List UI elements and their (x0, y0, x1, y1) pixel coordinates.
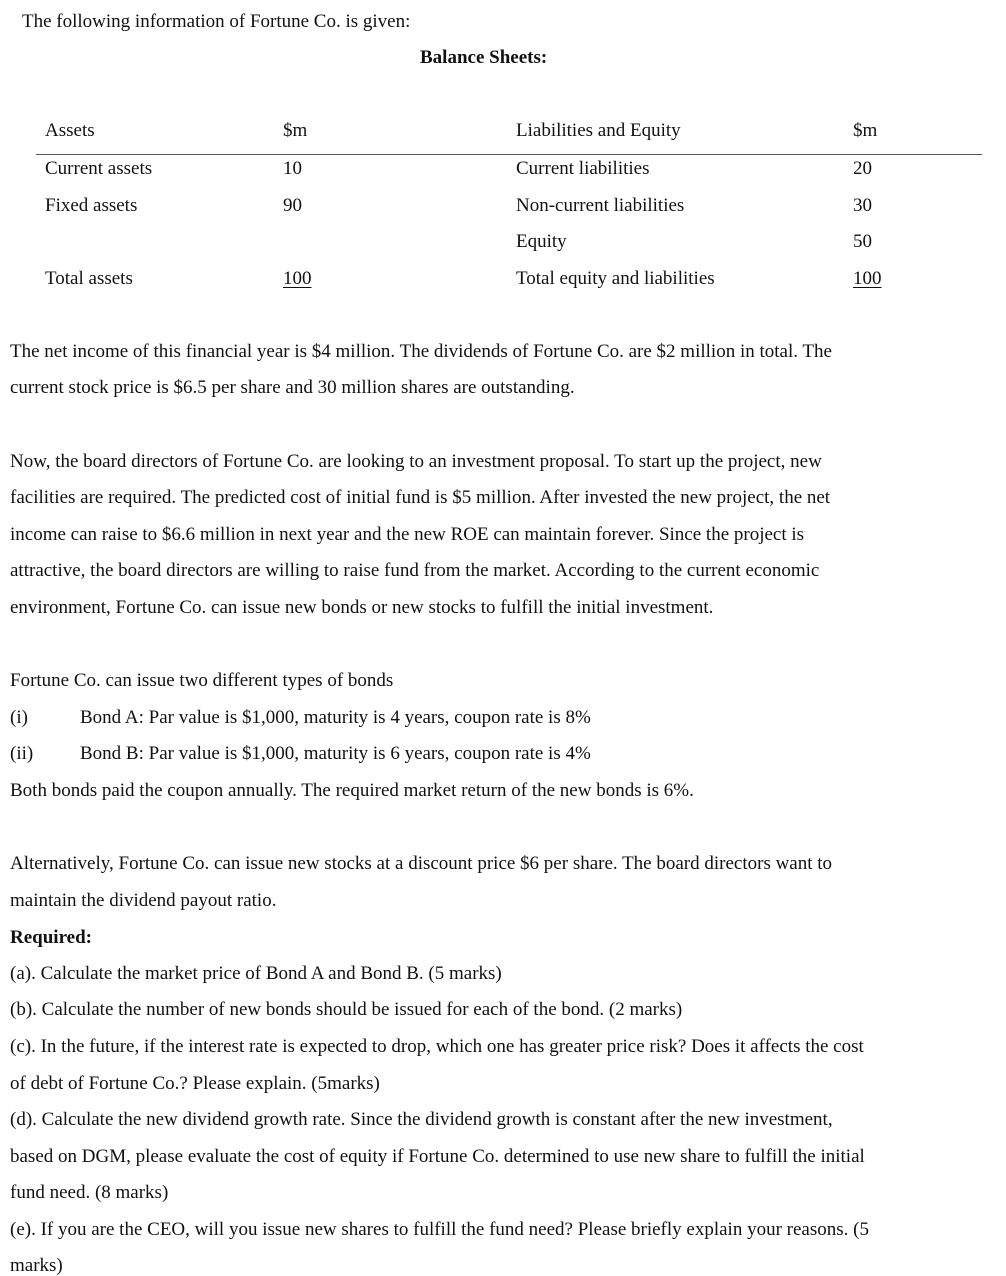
paragraph-line: environment, Fortune Co. can issue new bonds or new stocks to fulfill the initial investment. (10, 597, 714, 618)
header-divider (36, 154, 982, 155)
question-line: (c). In the future, if the interest rate is expected to drop, which one has greater price risk? Does it affects the cost (10, 1036, 864, 1057)
total-liabilities-value: 100 (853, 268, 882, 289)
bonds-note: Both bonds paid the coupon annually. The required market return of the new bonds is 6%. (10, 780, 694, 801)
assets-unit-header: $m (283, 120, 308, 141)
asset-label-current: Current assets (45, 158, 153, 179)
paragraph-line: Alternatively, Fortune Co. can issue new stocks at a discount price $6 per share. The board directors want to (10, 853, 833, 874)
liability-label-current: Current liabilities (516, 158, 650, 179)
question-line: of debt of Fortune Co.? Please explain. (5marks) (10, 1073, 380, 1094)
asset-value-current: 10 (283, 158, 302, 179)
liabilities-header: Liabilities and Equity (516, 120, 681, 141)
table-title: Balance Sheets: (420, 47, 548, 68)
total-assets-value: 100 (283, 268, 312, 289)
question-line: fund need. (8 marks) (10, 1182, 169, 1203)
bond-b-number: (ii) (10, 743, 34, 764)
question-line: (a). Calculate the market price of Bond A and Bond B. (5 marks) (10, 963, 502, 984)
liability-label-noncurrent: Non-current liabilities (516, 195, 685, 216)
assets-header: Assets (45, 120, 95, 141)
asset-value-fixed: 90 (283, 195, 302, 216)
required-heading: Required: (10, 927, 92, 948)
total-assets-label: Total assets (45, 268, 133, 289)
paragraph-line: current stock price is $6.5 per share and 30 million shares are outstanding. (10, 377, 575, 398)
bonds-intro: Fortune Co. can issue two different types of bonds (10, 670, 394, 691)
bond-a-number: (i) (10, 707, 28, 728)
bond-b-text: Bond B: Par value is $1,000, maturity is 6 years, coupon rate is 4% (80, 743, 591, 764)
asset-label-fixed: Fixed assets (45, 195, 138, 216)
question-line: (b). Calculate the number of new bonds should be issued for each of the bond. (2 marks) (10, 999, 683, 1020)
paragraph-line: facilities are required. The predicted cost of initial fund is $5 million. After invested the new project, the net (10, 487, 831, 508)
question-line: (d). Calculate the new dividend growth rate. Since the dividend growth is constant after the new investment, (10, 1109, 833, 1130)
total-liabilities-label: Total equity and liabilities (516, 268, 715, 289)
question-line: based on DGM, please evaluate the cost of equity if Fortune Co. determined to use new share to fulfill the initial (10, 1146, 865, 1167)
question-line: (e). If you are the CEO, will you issue new shares to fulfill the fund need? Please briefly explain your reasons. (5 (10, 1219, 869, 1240)
paragraph-line: Now, the board directors of Fortune Co. are looking to an investment proposal. To start up the project, new (10, 451, 822, 472)
liability-value-equity: 50 (853, 231, 872, 252)
question-line: marks) (10, 1255, 63, 1276)
liability-label-equity: Equity (516, 231, 567, 252)
paragraph-line: maintain the dividend payout ratio. (10, 890, 277, 911)
intro-text: The following information of Fortune Co. is given: (22, 11, 411, 32)
paragraph-line: income can raise to $6.6 million in next year and the new ROE can maintain forever. Since the project is (10, 524, 805, 545)
paragraph-line: attractive, the board directors are willing to raise fund from the market. According to the current economic (10, 560, 820, 581)
liability-value-noncurrent: 30 (853, 195, 872, 216)
bond-a-text: Bond A: Par value is $1,000, maturity is 4 years, coupon rate is 8% (80, 707, 591, 728)
paragraph-line: The net income of this financial year is $4 million. The dividends of Fortune Co. are $2 million in total. The (10, 341, 832, 362)
liability-value-current: 20 (853, 158, 872, 179)
liabilities-unit-header: $m (853, 120, 878, 141)
